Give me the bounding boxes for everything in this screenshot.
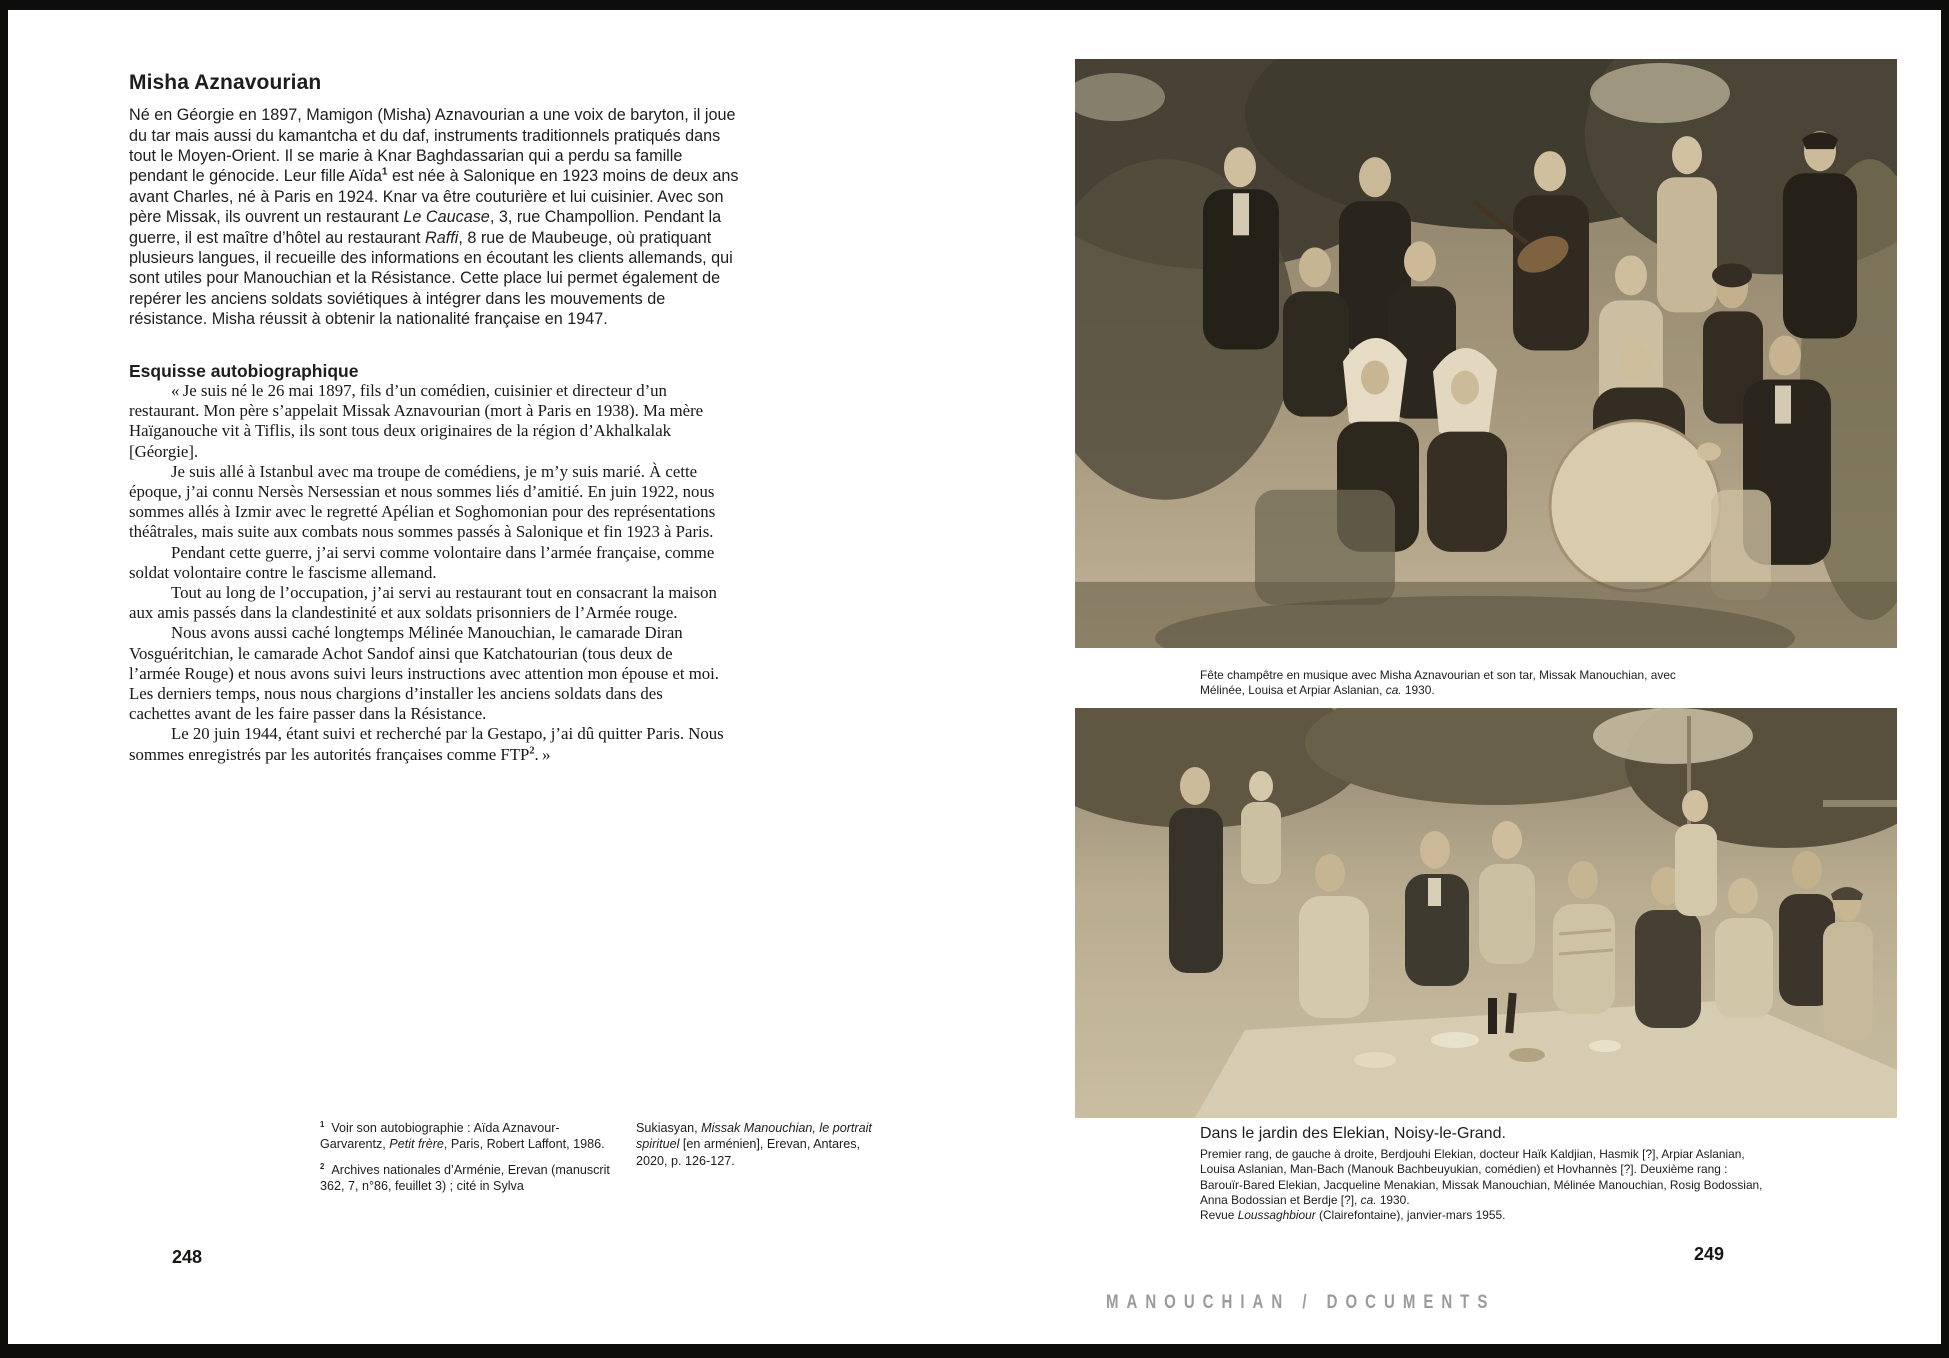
photo-jardin-elekian	[1075, 708, 1897, 1118]
intro-paragraph: Né en Géorgie en 1897, Mamigon (Misha) Aznavourian a une voix de baryton, il joue du tar mais aussi du kamantcha et du daf, instruments traditionnels pratiqués dans tout le Moyen-Orient. Il se marie à Knar Baghdassarian qui a perdu sa famille pendant le génocide. Leur fille Aïda$^1$ est née à Salonique en 1923 moins de deux ans avant Charles, né à Paris en 1924. Knar va être couturière et lui cuisinier. Avec son père Missak, ils ouvrent un restaurant Le Caucase, 3, rue Champollion. Pendant la guerre, il est maître d’hôtel au restaurant Raffi, 8 rue de Maubeuge, où pratiquant plusieurs langues, il recueille des informations en écoutant les clients allemands, qui sont utiles pour Manouchian et la Résistance. Cette place lui permet également de repérer les anciens soldats soviétiques à intégrer dans les mouvements de résistance. Misha réussit à obtenir la nationalité française en 1947.	[129, 106, 739, 329]
footnote-1	[320, 1120, 616, 1153]
footnote-2	[320, 1162, 616, 1195]
page-number-left: 248	[172, 1247, 203, 1267]
photo2-caption-source: Revue Loussaghbiour (Clairefontaine), janvier-mars 1955.	[1200, 1208, 1506, 1223]
footnotes-column-1	[320, 1120, 616, 1204]
footnote-continuation: Sukiasyan, Missak Manouchian, le portrait spirituel [en arménien], Erevan, Antares, 2020, p. 126-127.	[636, 1121, 872, 1168]
photo2-caption-block	[1200, 1124, 1770, 1223]
photo2-caption-title: Dans le jardin des Elekian, Noisy-le-Grand.	[1200, 1125, 1506, 1142]
footnote-marker: 2	[320, 1161, 325, 1171]
quote-paragraph: Pendant cette guerre, j’ai servi comme volontaire dans l’armée française, comme soldat volontaire contre le fascisme allemand.	[129, 542, 715, 582]
photo-fete-champetre	[1075, 59, 1897, 648]
running-footer: MANOUCHIAN / DOCUMENTS	[1106, 1291, 1496, 1314]
section-heading: Esquisse autobiographique	[129, 360, 359, 381]
quote-paragraph: Je suis allé à Istanbul avec ma troupe de comédiens, je m’y suis marié. À cette époque, j’ai connu Nersès Nersessian et nous sommes liés d’amitié. En juin 1922, nous sommes allés à Izmir avec le regretté Apélian et Soghomonian pour des représentations théâtrales, mais suite aux combats nous sommes passés à Salonique et fin 1923 à Paris.	[129, 461, 716, 542]
photo2-caption-body: Premier rang, de gauche à droite, Berdjouhi Elekian, docteur Haïk Kaldjian, Hasmik [?], Arpiar Aslanian, Louisa Aslanian, Man-Bach (Manouk Bachbeuyukian, comédien) et Hovhannès [?]. Deuxième rang : Barouïr-Bared Elekian, Jacqueline Menakian, Missak Manouchian, Mélinée Manouchian, Rosig Bodossian, Anna Bodossian et Berdje [?], ca. 1930.	[1200, 1147, 1763, 1207]
photo-jardin-elekian-art	[1075, 708, 1897, 1118]
page-title: Misha Aznavourian	[129, 71, 322, 95]
footnote-text: Voir son autobiographie : Aïda Aznavour-Garvarentz, Petit frère, Paris, Robert Laffont, 1986.	[320, 1121, 605, 1152]
footnote-marker: 1	[320, 1119, 325, 1129]
photo1-caption: Fête champêtre en musique avec Misha Aznavourian et son tar, Missak Manouchian, avec Mélinée, Louisa et Arpiar Aslanian, ca. 1930.	[1200, 667, 1676, 698]
footnotes-column-2	[636, 1120, 884, 1178]
quote-paragraph: Nous avons aussi caché longtemps Mélinée Manouchian, le camarade Diran Vosguéritchian, le camarade Achot Sandof ainsi que Katchatourian (tous deux de l’armée Rouge) et nous avons suivi leurs instructions avec attention mon épouse et moi. Les derniers temps, nous nous chargions d’installer les anciens soldats dans des cachettes avant de les faire passer dans la Résistance.	[129, 623, 720, 724]
quote-paragraph: Tout au long de l’occupation, j’ai servi au restaurant tout en consacrant la maison aux amis passés dans la clandestinité et aux soldats prisonniers de l’Armée rouge.	[129, 583, 717, 623]
page-number-right: 249	[1694, 1244, 1725, 1264]
autobiography-quote	[129, 381, 727, 765]
quote-paragraph: « Je suis né le 26 mai 1897, fils d’un comédien, cuisinier et directeur d’un restaurant. Mon père s’appelait Missak Aznavourian (mort à Paris en 1938). Ma mère Haïganouche vit à Tiflis, ils sont tous deux originaires de la région d’Akhalkalak [Géorgie].	[129, 381, 704, 461]
footnote-text: Archives nationales d’Arménie, Erevan (manuscrit 362, 7, n°86, feuillet 3) ; cité in Sylva	[320, 1162, 610, 1194]
quote-paragraph: Le 20 juin 1944, étant suivi et recherché par la Gestapo, j’ai dû quitter Paris. Nous sommes enregistrés par les autorités françaises comme FTP$^2$. »	[129, 724, 724, 764]
photo-fete-champetre-art	[1075, 59, 1897, 648]
